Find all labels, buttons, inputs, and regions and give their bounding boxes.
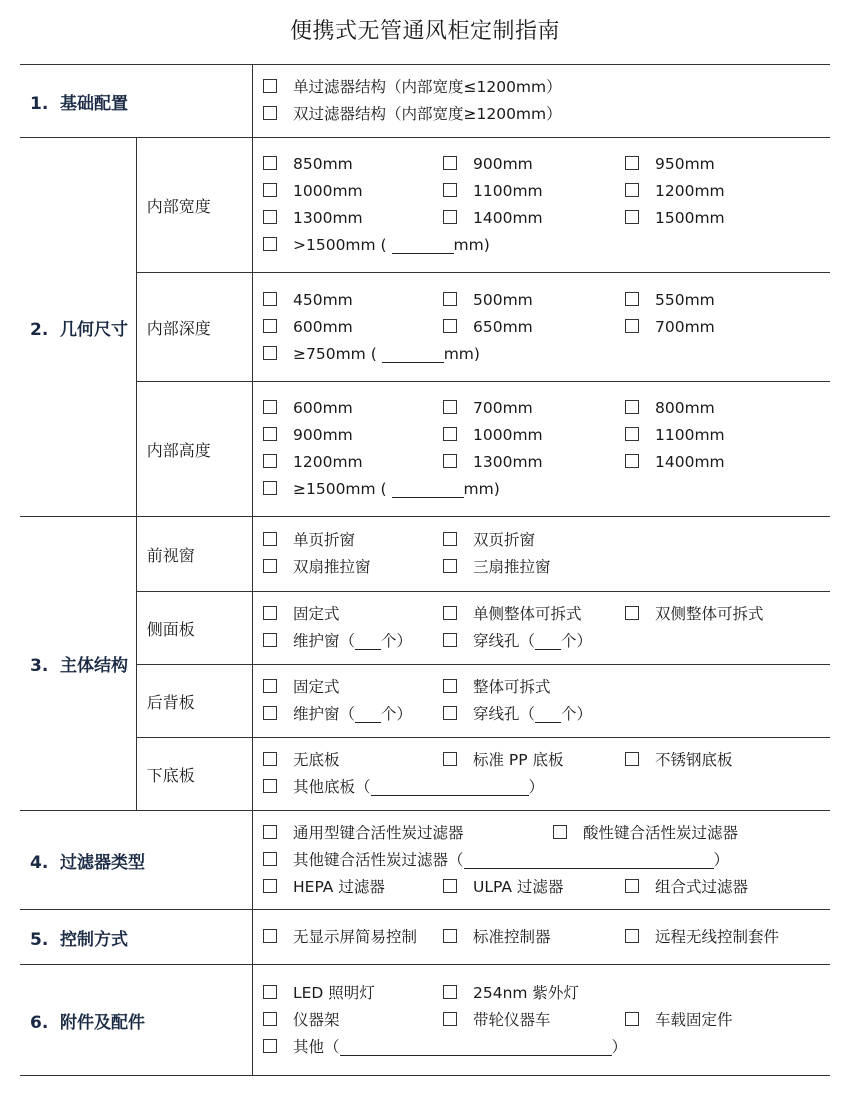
section-title: 主体结构 (60, 656, 128, 676)
section-number: 6. (30, 1012, 49, 1033)
blank-field[interactable] (382, 345, 444, 363)
section-title: 控制方式 (60, 929, 128, 950)
section-structure-bottom (20, 738, 830, 811)
option-width[interactable]: 1500mm (625, 205, 725, 232)
checkbox[interactable] (625, 606, 639, 620)
option-height[interactable]: 600mm (263, 395, 353, 422)
checkbox[interactable] (443, 929, 457, 943)
options-cell (253, 138, 831, 273)
options-cell (253, 592, 831, 665)
option-control[interactable]: 无显示屏简易控制 (263, 924, 417, 951)
page-title: 便携式无管通风柜定制指南 (289, 19, 560, 44)
checkbox[interactable] (443, 292, 457, 306)
option-back[interactable]: 固定式 (263, 674, 340, 701)
checkbox[interactable] (263, 79, 277, 93)
section-accessories (20, 965, 830, 1076)
blank-field[interactable] (464, 851, 714, 869)
checkbox[interactable] (263, 1039, 277, 1053)
option-filter[interactable]: HEPA 过滤器 (263, 874, 385, 901)
checkbox[interactable] (263, 427, 277, 441)
option-filter[interactable]: 酸性键合活性炭过滤器 (553, 820, 738, 847)
checkbox[interactable] (263, 852, 277, 866)
checkbox[interactable] (625, 292, 639, 306)
option-width[interactable]: 950mm (625, 151, 715, 178)
option-width[interactable]: 1000mm (263, 178, 363, 205)
checkbox[interactable] (263, 156, 277, 170)
option-height[interactable]: 800mm (625, 395, 715, 422)
option-side-wire-hole[interactable]: 穿线孔（ 个） (443, 628, 592, 655)
section-label (20, 65, 253, 138)
blank-field[interactable] (535, 705, 561, 723)
sub-label-side: 侧面板 (136, 592, 252, 665)
option-bottom[interactable]: 无底板 (263, 747, 340, 774)
option-height[interactable]: 700mm (443, 395, 533, 422)
option-back[interactable]: 整体可拆式 (443, 674, 551, 701)
blank-field[interactable] (355, 705, 381, 723)
option-bottom[interactable]: 标准 PP 底板 (443, 747, 564, 774)
checkbox[interactable] (443, 752, 457, 766)
option-height[interactable]: 1400mm (625, 449, 725, 476)
option-depth[interactable]: 650mm (443, 314, 533, 341)
checkbox[interactable] (263, 454, 277, 468)
checkbox[interactable] (443, 183, 457, 197)
checkbox[interactable] (625, 752, 639, 766)
section-title: 几何尺寸 (60, 319, 128, 340)
option-accessory[interactable]: 带轮仪器车 (443, 1007, 551, 1034)
option-single-filter[interactable]: 单过滤器结构（内部宽度≤1200mm） (263, 74, 562, 101)
checkbox[interactable] (263, 879, 277, 893)
checkbox[interactable] (625, 400, 639, 414)
section-control-method (20, 910, 830, 965)
options-cell (253, 811, 831, 910)
checkbox[interactable] (263, 237, 277, 251)
checkbox[interactable] (443, 879, 457, 893)
checkbox[interactable] (625, 319, 639, 333)
section-structure-back (20, 665, 830, 738)
option-width[interactable]: 850mm (263, 151, 353, 178)
sub-label-width: 内部宽度 (136, 138, 252, 273)
option-filter[interactable]: ULPA 过滤器 (443, 874, 563, 901)
options-cell (253, 517, 831, 592)
checkbox[interactable] (443, 706, 457, 720)
option-front[interactable]: 三扇推拉窗 (443, 554, 551, 581)
checkbox[interactable] (263, 985, 277, 999)
section-geometry-depth (20, 273, 830, 382)
options-cell (253, 273, 831, 382)
blank-field[interactable] (392, 236, 454, 254)
option-depth-custom[interactable]: ≥750mm ( mm) (263, 341, 480, 368)
option-accessory[interactable]: 254nm 紫外灯 (443, 980, 579, 1007)
checkbox[interactable] (443, 1012, 457, 1026)
option-side[interactable]: 固定式 (263, 601, 340, 628)
options-cell (253, 65, 831, 138)
options-cell (253, 910, 831, 965)
sub-label-front: 前视窗 (136, 517, 252, 592)
option-control[interactable]: 标准控制器 (443, 924, 551, 951)
checkbox[interactable] (263, 346, 277, 360)
section-label (20, 138, 136, 517)
section-title: 基础配置 (60, 93, 128, 114)
section-number: 1. (30, 93, 49, 114)
section-number: 3. (30, 656, 49, 676)
option-accessory-other[interactable]: 其他（ ） (263, 1034, 627, 1061)
section-label (20, 517, 136, 811)
checkbox[interactable] (263, 532, 277, 546)
section-number: 4. (30, 852, 49, 873)
option-height[interactable]: 1200mm (263, 449, 363, 476)
option-width[interactable]: 1200mm (625, 178, 725, 205)
checkbox[interactable] (263, 559, 277, 573)
checkbox[interactable] (625, 929, 639, 943)
option-front[interactable]: 双扇推拉窗 (263, 554, 371, 581)
checkbox[interactable] (443, 633, 457, 647)
option-accessory[interactable]: LED 照明灯 (263, 980, 375, 1007)
checkbox[interactable] (443, 210, 457, 224)
option-width[interactable]: 1100mm (443, 178, 543, 205)
section-geometry-height (20, 382, 830, 517)
blank-field[interactable] (340, 1038, 612, 1056)
options-cell (253, 665, 831, 738)
checkbox[interactable] (263, 779, 277, 793)
option-bottom-other[interactable]: 其他底板（ ） (263, 774, 544, 801)
sub-label-back: 后背板 (136, 665, 252, 738)
options-cell (253, 382, 831, 517)
options-cell (253, 738, 831, 811)
section-filter-type (20, 811, 830, 910)
sub-label-height: 内部高度 (136, 382, 252, 517)
option-width[interactable]: 900mm (443, 151, 533, 178)
option-depth[interactable]: 600mm (263, 314, 353, 341)
sub-label-depth: 内部深度 (136, 273, 252, 382)
option-back-maintenance-window[interactable]: 维护窗（ 个） (263, 701, 412, 728)
section-structure-front (20, 517, 830, 592)
checkbox[interactable] (263, 633, 277, 647)
checkbox[interactable] (443, 679, 457, 693)
checkbox[interactable] (625, 427, 639, 441)
checkbox[interactable] (625, 210, 639, 224)
checkbox[interactable] (263, 706, 277, 720)
option-side[interactable]: 单侧整体可拆式 (443, 601, 582, 628)
section-number: 5. (30, 929, 49, 950)
option-height-custom[interactable]: ≥1500mm ( mm) (263, 476, 500, 503)
checkbox[interactable] (263, 106, 277, 120)
checkbox[interactable] (443, 985, 457, 999)
option-depth[interactable]: 700mm (625, 314, 715, 341)
section-title: 附件及配件 (60, 1012, 145, 1033)
option-filter[interactable]: 通用型键合活性炭过滤器 (263, 820, 464, 847)
section-title: 过滤器类型 (60, 852, 145, 873)
section-structure-side (20, 592, 830, 665)
checkbox[interactable] (625, 454, 639, 468)
option-front[interactable]: 双页折窗 (443, 527, 535, 554)
blank-field[interactable] (355, 632, 381, 650)
checkbox[interactable] (263, 752, 277, 766)
section-geometry-width (20, 138, 830, 273)
checkbox[interactable] (263, 319, 277, 333)
checkbox[interactable] (443, 319, 457, 333)
customization-form (20, 64, 830, 1076)
option-control[interactable]: 远程无线控制套件 (625, 924, 779, 951)
checkbox[interactable] (263, 929, 277, 943)
checkbox[interactable] (263, 481, 277, 495)
checkbox[interactable] (263, 825, 277, 839)
checkbox[interactable] (263, 1012, 277, 1026)
blank-field[interactable] (371, 778, 529, 796)
option-height[interactable]: 900mm (263, 422, 353, 449)
checkbox[interactable] (443, 606, 457, 620)
checkbox[interactable] (443, 454, 457, 468)
checkbox[interactable] (263, 183, 277, 197)
checkbox[interactable] (443, 532, 457, 546)
checkbox[interactable] (443, 427, 457, 441)
checkbox[interactable] (625, 183, 639, 197)
section-label (20, 965, 253, 1076)
option-accessory[interactable]: 车载固定件 (625, 1007, 733, 1034)
option-width[interactable]: 1300mm (263, 205, 363, 232)
section-basic-config (20, 65, 830, 138)
option-filter-other[interactable]: 其他键合活性炭过滤器（ ） (263, 847, 729, 874)
option-side[interactable]: 双侧整体可拆式 (625, 601, 764, 628)
section-label (20, 811, 253, 910)
checkbox[interactable] (443, 559, 457, 573)
option-depth[interactable]: 450mm (263, 287, 353, 314)
checkbox[interactable] (263, 400, 277, 414)
checkbox[interactable] (263, 606, 277, 620)
checkbox[interactable] (625, 879, 639, 893)
checkbox[interactable] (443, 400, 457, 414)
blank-field[interactable] (392, 480, 464, 498)
option-back-wire-hole[interactable]: 穿线孔（ 个） (443, 701, 592, 728)
option-height[interactable]: 1000mm (443, 422, 543, 449)
option-depth[interactable]: 550mm (625, 287, 715, 314)
option-side-maintenance-window[interactable]: 维护窗（ 个） (263, 628, 412, 655)
option-double-filter[interactable]: 双过滤器结构（内部宽度≥1200mm） (263, 101, 562, 128)
section-label (20, 910, 253, 965)
blank-field[interactable] (535, 632, 561, 650)
option-depth[interactable]: 500mm (443, 287, 533, 314)
option-filter[interactable]: 组合式过滤器 (625, 874, 748, 901)
checkbox[interactable] (625, 1012, 639, 1026)
checkbox[interactable] (443, 156, 457, 170)
option-accessory[interactable]: 仪器架 (263, 1007, 340, 1034)
checkbox[interactable] (263, 679, 277, 693)
sub-label-bottom: 下底板 (136, 738, 252, 811)
option-front[interactable]: 单页折窗 (263, 527, 355, 554)
section-number: 2. (30, 319, 49, 340)
option-width[interactable]: 1400mm (443, 205, 543, 232)
checkbox[interactable] (263, 210, 277, 224)
checkbox[interactable] (625, 156, 639, 170)
option-width-custom[interactable]: >1500mm ( mm) (263, 232, 490, 259)
options-cell (253, 965, 831, 1076)
checkbox[interactable] (263, 292, 277, 306)
option-height[interactable]: 1100mm (625, 422, 725, 449)
checkbox[interactable] (553, 825, 567, 839)
option-bottom[interactable]: 不锈钢底板 (625, 747, 733, 774)
option-height[interactable]: 1300mm (443, 449, 543, 476)
